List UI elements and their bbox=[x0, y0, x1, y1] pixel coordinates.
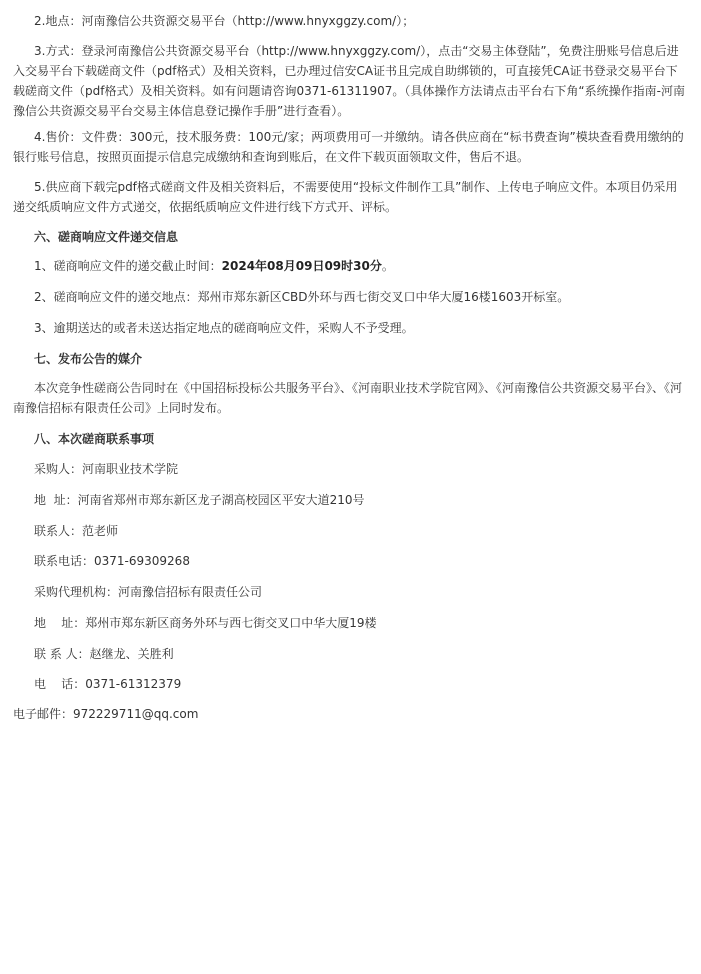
section-7-heading: 七、发布公告的媒介 bbox=[34, 352, 143, 366]
agency-phone: 电 话：0371-61312379 bbox=[34, 677, 182, 691]
agency-contact: 联 系 人：赵继龙、关胜利 bbox=[34, 647, 174, 661]
late-submission-note: 3、逾期送达的或者未送达指定地点的磋商响应文件，采购人不予受理。 bbox=[34, 321, 414, 335]
section-6-heading: 六、磋商响应文件递交信息 bbox=[34, 230, 179, 244]
agency-name: 采购代理机构：河南豫信招标有限责任公司 bbox=[34, 585, 263, 599]
purchaser-phone: 联系电话：0371-69309268 bbox=[34, 554, 190, 568]
deadline-suffix: 。 bbox=[381, 259, 394, 273]
item-download-note: 5.供应商下载完pdf格式磋商文件及相关资料后，不需要使用“投标文件制作工具”制作、上传电子响应文件。本项目仍采用递交纸质响应文件方式递交，依据纸质响应文件进行线下方式开、评标。 bbox=[13, 180, 678, 214]
section-8-heading: 八、本次磋商联系事项 bbox=[34, 432, 155, 446]
submission-deadline bbox=[34, 256, 689, 276]
deadline-value: 2024年08月09日09时30分 bbox=[221, 259, 382, 273]
publication-media: 本次竞争性磋商公告同时在《中国招标投标公共服务平台》、《河南职业技术学院官网》、《河南豫信公共资源交易平台》、《河南豫信招标有限责任公司》上同时发布。 bbox=[13, 381, 683, 415]
purchaser-contact: 联系人：范老师 bbox=[34, 524, 119, 538]
item-price: 4.售价：文件费：300元，技术服务费：100元/家；两项费用可一并缴纳。请各供应商在“标书费查询”模块查看费用缴纳的银行账号信息，按照页面提示信息完成缴纳和查询到账后，在文件下载页面领取文件，售后不退。 bbox=[13, 130, 684, 164]
agency-address: 地 址：郑州市郑东新区商务外环与西七街交叉口中华大厦19楼 bbox=[34, 616, 377, 630]
item-method: 3.方式：登录河南豫信公共资源交易平台（http://www.hnyxggzy.com/），点击“交易主体登陆”，免费注册账号信息后进入交易平台下载磋商文件（pdf格式）及相关资料，已办理过信安CA证书且完成自助绑锁的，可直接凭CA证书登录交易平台下载磋商文件（pdf格式）及相关资料。如有问题请咨询0371-61311907。（具体操作方法请点击平台右下角“系统操作指南-河南豫信公共资源交易平台交易主体信息登记操作手册”进行查看）。 bbox=[13, 44, 685, 118]
contact-email: 电子邮件：972229711@qq.com bbox=[13, 707, 199, 721]
item-location: 2.地点：河南豫信公共资源交易平台（http://www.hnyxggzy.com/）； bbox=[34, 14, 415, 28]
deadline-label: 1、磋商响应文件的递交截止时间： bbox=[34, 259, 222, 273]
purchaser-address: 地 址：河南省郑州市郑东新区龙子湖高校园区平安大道210号 bbox=[34, 493, 365, 507]
purchaser-name: 采购人：河南职业技术学院 bbox=[34, 462, 179, 476]
submission-location: 2、磋商响应文件的递交地点：郑州市郑东新区CBD外环与西七街交叉口中华大厦16楼1603开标室。 bbox=[34, 290, 570, 304]
